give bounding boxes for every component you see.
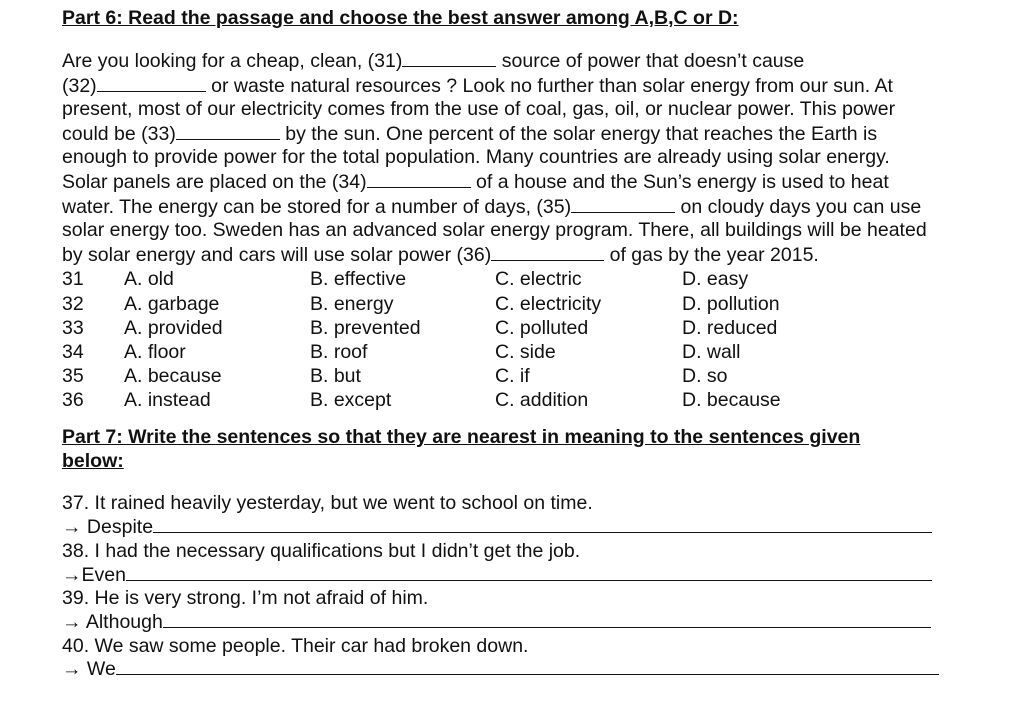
option-a[interactable]: A. floor	[124, 340, 186, 363]
question-number: 31	[62, 268, 84, 291]
option-c[interactable]: C. electricity	[495, 292, 602, 315]
option-row-32	[62, 292, 972, 316]
option-row-34	[62, 340, 972, 364]
answer-line-39	[62, 611, 972, 635]
part7-heading-line: Part 7: Write the sentences so that they are nearest in meaning to the sentences given	[62, 426, 861, 449]
option-row-36	[62, 388, 972, 412]
option-a[interactable]: A. instead	[124, 389, 211, 412]
blank-35[interactable]	[571, 195, 675, 213]
answer-prompt: → We	[62, 658, 116, 681]
answer-blank-39[interactable]	[163, 611, 931, 628]
answer-prompt: →Even	[62, 563, 126, 586]
option-c[interactable]: C. polluted	[495, 316, 589, 339]
question-38: 38. I had the necessary qualifications but I didn’t get the job.	[62, 539, 581, 562]
answer-blank-38[interactable]	[126, 564, 932, 581]
option-a[interactable]: A. because	[124, 365, 222, 388]
option-b[interactable]: B. roof	[310, 340, 368, 363]
part7-heading-line: below:	[62, 450, 124, 473]
option-d[interactable]: D. pollution	[682, 292, 780, 315]
option-c[interactable]: C. addition	[495, 389, 589, 412]
option-row-35	[62, 364, 972, 388]
question-number: 33	[62, 316, 84, 339]
option-d[interactable]: D. because	[682, 389, 781, 412]
part6-heading: Part 6: Read the passage and choose the best answer among A,B,C or D:	[62, 7, 739, 29]
passage-line: present, most of our electricity comes from the use of coal, gas, oil, or nuclear power. This power	[62, 98, 896, 121]
option-row-31	[62, 267, 972, 291]
question-39: 39. He is very strong. I’m not afraid of him.	[62, 587, 429, 610]
question-number: 32	[62, 292, 84, 315]
answer-line-40	[62, 658, 972, 682]
option-a[interactable]: A. old	[124, 268, 174, 291]
answer-line-37	[62, 516, 972, 540]
option-c[interactable]: C. if	[495, 365, 530, 388]
blank-33[interactable]	[176, 122, 280, 140]
question-40: 40. We saw some people. Their car had broken down.	[62, 634, 529, 657]
option-b[interactable]: B. prevented	[310, 316, 421, 339]
answer-blank-40[interactable]	[116, 658, 939, 675]
question-number: 34	[62, 340, 84, 363]
option-c[interactable]: C. electric	[495, 268, 582, 291]
option-c[interactable]: C. side	[495, 340, 556, 363]
option-b[interactable]: B. energy	[310, 292, 394, 315]
option-b[interactable]: B. but	[310, 365, 361, 388]
part6-passage	[62, 49, 972, 267]
blank-34[interactable]	[367, 170, 471, 188]
option-a[interactable]: A. provided	[124, 316, 223, 339]
blank-31[interactable]	[402, 49, 496, 67]
passage-line: water. The energy can be stored for a number of days, (35) on cloudy days you can use	[62, 195, 922, 218]
option-d[interactable]: D. so	[682, 365, 728, 388]
passage-line: solar energy too. Sweden has an advanced solar energy program. There, all buildings will be heated	[62, 219, 927, 242]
option-d[interactable]: D. easy	[682, 268, 749, 291]
question-number: 36	[62, 389, 84, 412]
passage-line: Are you looking for a cheap, clean, (31) source of power that doesn’t cause	[62, 50, 805, 72]
option-b[interactable]: B. effective	[310, 268, 407, 291]
rewrite-items	[62, 492, 972, 682]
passage-line: (32) or waste natural resources ? Look no further than solar energy from our sun. At	[62, 74, 893, 97]
part7-heading	[62, 425, 972, 473]
option-d[interactable]: D. wall	[682, 340, 741, 363]
answer-line-38	[62, 564, 972, 588]
part7-section	[62, 425, 972, 682]
answer-prompt: → Although	[62, 610, 163, 633]
question-number: 35	[62, 365, 84, 388]
option-d[interactable]: D. reduced	[682, 316, 778, 339]
option-a[interactable]: A. garbage	[124, 292, 220, 315]
answer-prompt: → Despite	[62, 516, 154, 539]
answer-options	[62, 267, 972, 412]
answer-blank-37[interactable]	[153, 516, 932, 533]
blank-36[interactable]	[491, 243, 604, 261]
passage-line: could be (33) by the sun. One percent of the solar energy that reaches the Earth is	[62, 122, 878, 145]
option-row-33	[62, 316, 972, 340]
question-37: 37. It rained heavily yesterday, but we went to school on time.	[62, 492, 593, 515]
worksheet-page	[62, 6, 972, 682]
option-b[interactable]: B. except	[310, 389, 392, 412]
passage-line: enough to provide power for the total population. Many countries are already using solar energy.	[62, 146, 890, 169]
blank-32[interactable]	[97, 74, 206, 92]
passage-line: Solar panels are placed on the (34) of a house and the Sun’s energy is used to heat	[62, 170, 889, 193]
passage-line: by solar energy and cars will use solar power (36) of gas by the year 2015.	[62, 243, 819, 266]
